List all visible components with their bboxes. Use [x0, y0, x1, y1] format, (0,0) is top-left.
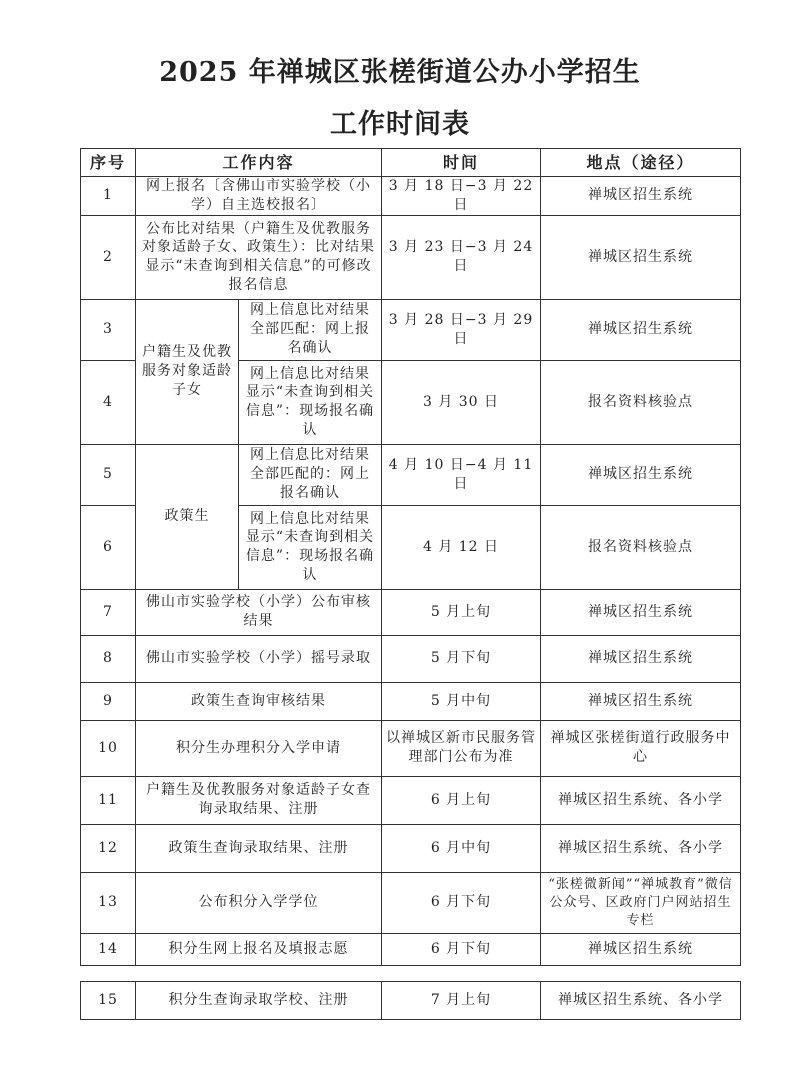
document-subtitle: 工作时间表 [330, 109, 470, 140]
row-time: 6 月下旬 [382, 872, 541, 933]
row-content: 网上信息比对结果显示“未查询到相关信息”：现场报名确认 [239, 360, 382, 444]
row-seq: 8 [81, 635, 136, 682]
schedule-table-continued [80, 981, 741, 1020]
row-seq: 13 [81, 872, 136, 933]
row-seq: 10 [81, 720, 136, 776]
table-header-row [81, 149, 741, 177]
table-row [81, 982, 741, 1020]
table-row [81, 824, 741, 872]
row-place: 禅城区招生系统、各小学 [541, 982, 741, 1020]
document-title: 2025 年禅城区张槎街道公办小学招生 [159, 57, 641, 88]
row-place: 禅城区招生系统 [541, 635, 741, 682]
group-label-policy: 政策生 [136, 444, 239, 589]
row-place: 禅城区招生系统 [541, 444, 741, 505]
header-place: 地点（途径） [541, 149, 741, 177]
row-seq: 7 [81, 589, 136, 635]
row-content: 网上信息比对结果显示“未查询到相关信息”：现场报名确认 [239, 505, 382, 589]
table-row [81, 872, 741, 933]
row-content: 网上信息比对结果全部匹配：网上报名确认 [239, 299, 382, 360]
row-time: 6 月中旬 [382, 824, 541, 872]
row-seq: 15 [81, 982, 136, 1020]
table-row [81, 933, 741, 965]
row-place: 禅城区招生系统 [541, 682, 741, 720]
table-row [81, 776, 741, 824]
row-time: 4 月 10 日−4 月 11 日 [382, 444, 541, 505]
row-time: 3 月 30 日 [382, 360, 541, 444]
table-row [81, 720, 741, 776]
table-row [81, 299, 741, 360]
row-seq: 4 [81, 360, 136, 444]
table-row [81, 215, 741, 299]
row-content: 网上信息比对结果全部匹配的：网上报名确认 [239, 444, 382, 505]
row-place: 禅城区招生系统 [541, 177, 741, 216]
row-place: 报名资料核验点 [541, 360, 741, 444]
row-time: 以禅城区新市民服务管理部门公布为准 [382, 720, 541, 776]
row-place: 禅城区招生系统 [541, 933, 741, 965]
row-seq: 1 [81, 177, 136, 216]
row-seq: 3 [81, 299, 136, 360]
row-place: 报名资料核验点 [541, 505, 741, 589]
row-content: 政策生查询审核结果 [136, 682, 382, 720]
row-time: 6 月上旬 [382, 776, 541, 824]
row-content: 积分生办理积分入学申请 [136, 720, 382, 776]
schedule-table [80, 148, 741, 966]
row-content: 公布积分入学学位 [136, 872, 382, 933]
row-place: 禅城区招生系统、各小学 [541, 776, 741, 824]
row-time: 4 月 12 日 [382, 505, 541, 589]
row-content: 佛山市实验学校（小学）公布审核结果 [136, 589, 382, 635]
row-place: 禅城区招生系统、各小学 [541, 824, 741, 872]
row-time: 5 月中旬 [382, 682, 541, 720]
row-seq: 6 [81, 505, 136, 589]
group-label-huji: 户籍生及优教服务对象适龄子女 [136, 299, 239, 444]
row-content: 户籍生及优教服务对象适龄子女查询录取结果、注册 [136, 776, 382, 824]
header-seq: 序号 [81, 149, 136, 177]
table-row [81, 589, 741, 635]
row-content: 公布比对结果（户籍生及优教服务对象适龄子女、政策生）：比对结果显示“未查询到相关信息”的可修改报名信息 [136, 215, 382, 299]
row-place: 禅城区招生系统 [541, 589, 741, 635]
row-time: 5 月上旬 [382, 589, 541, 635]
row-content: 积分生查询录取学校、注册 [136, 982, 382, 1020]
row-content: 网上报名〔含佛山市实验学校（小学）自主选校报名〕 [136, 177, 382, 216]
row-place: “张槎微新闻”“禅城教育”微信公众号、区政府门户网站招生专栏 [541, 872, 741, 933]
row-time: 6 月下旬 [382, 933, 541, 965]
row-time: 3 月 18 日−3 月 22 日 [382, 177, 541, 216]
table-row [81, 444, 741, 505]
header-content: 工作内容 [136, 149, 382, 177]
row-time: 3 月 28 日−3 月 29 日 [382, 299, 541, 360]
row-place: 禅城区招生系统 [541, 215, 741, 299]
table-row [81, 682, 741, 720]
row-seq: 12 [81, 824, 136, 872]
row-seq: 9 [81, 682, 136, 720]
row-time: 5 月下旬 [382, 635, 541, 682]
header-time: 时间 [382, 149, 541, 177]
row-place: 禅城区张槎街道行政服务中心 [541, 720, 741, 776]
row-seq: 2 [81, 215, 136, 299]
row-time: 3 月 23 日−3 月 24 日 [382, 215, 541, 299]
row-content: 政策生查询录取结果、注册 [136, 824, 382, 872]
row-content: 佛山市实验学校（小学）摇号录取 [136, 635, 382, 682]
row-content: 积分生网上报名及填报志愿 [136, 933, 382, 965]
row-place: 禅城区招生系统 [541, 299, 741, 360]
row-seq: 5 [81, 444, 136, 505]
table-row [81, 177, 741, 216]
row-seq: 14 [81, 933, 136, 965]
row-time: 7 月上旬 [382, 982, 541, 1020]
table-row [81, 635, 741, 682]
row-seq: 11 [81, 776, 136, 824]
